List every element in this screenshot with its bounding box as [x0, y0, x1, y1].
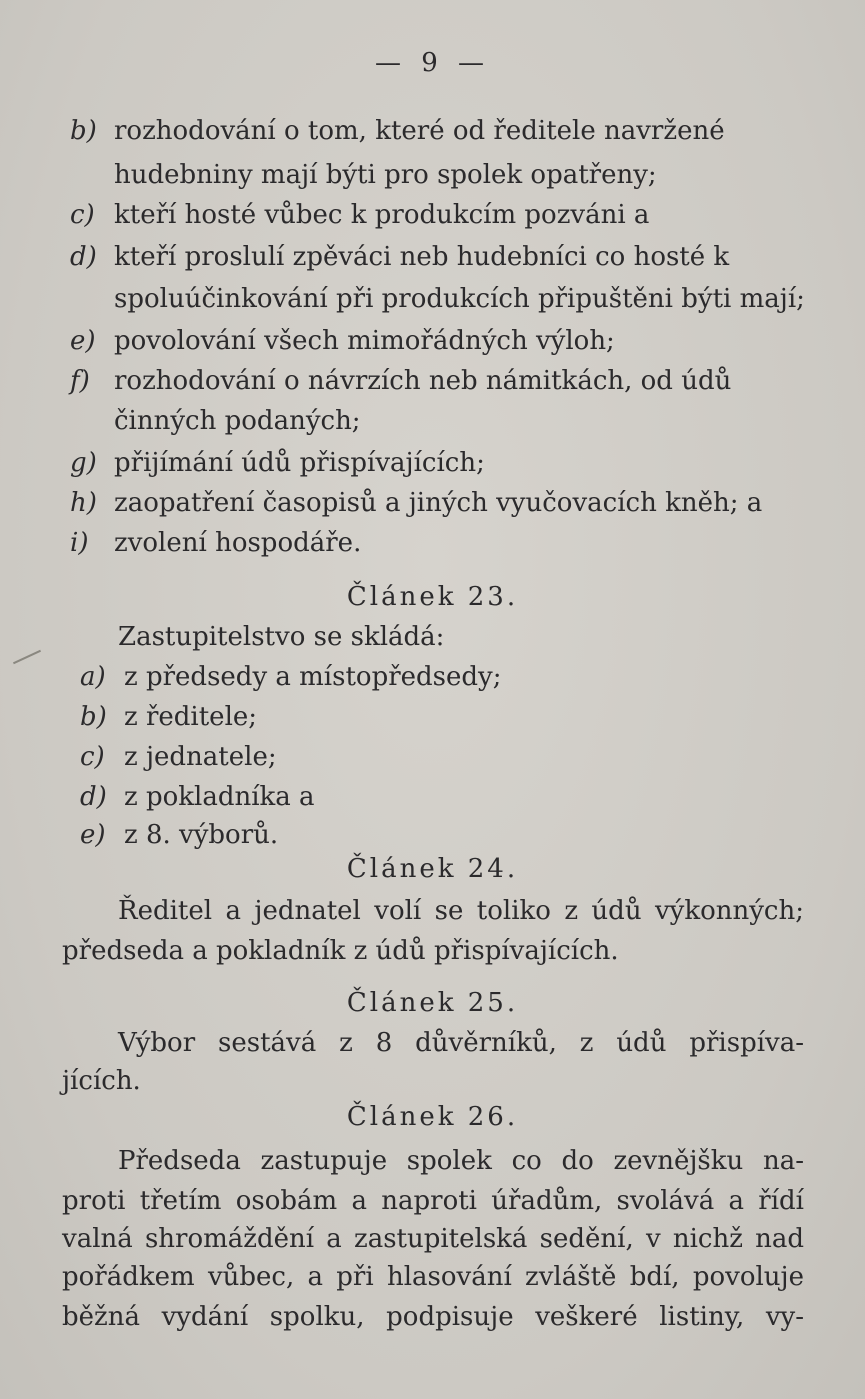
item-marker: d)	[70, 242, 97, 272]
list-item	[70, 240, 729, 274]
item-marker: e)	[80, 820, 106, 850]
item-marker: d)	[80, 782, 107, 812]
article-26-line: proti třetím osobám a naproti úřadům, svolává a řídí	[62, 1186, 804, 1216]
item-marker: c)	[80, 742, 105, 772]
list-item	[70, 198, 649, 232]
item-text: kteří hosté vůbec k produkcím pozváni a	[114, 200, 650, 230]
article-25-heading: Článek 25.	[346, 988, 519, 1018]
item-text: z ředitele;	[124, 702, 258, 732]
list-item	[80, 780, 315, 814]
article-23-intro: Zastupitelstvo se skládá:	[118, 622, 445, 652]
item-text: zvolení hospodáře.	[114, 528, 362, 558]
list-item	[70, 486, 762, 520]
article-25-line: jících.	[62, 1066, 141, 1096]
list-item	[70, 446, 485, 480]
item-text: přijímání údů přispívajících;	[114, 448, 485, 478]
item-marker: i)	[70, 528, 89, 558]
list-item	[80, 740, 277, 774]
page-number: — 9 —	[374, 48, 491, 78]
article-25-line: Výbor sestává z 8 důvěrníků, z údů přispíva-	[118, 1028, 804, 1058]
article-24-heading: Článek 24.	[346, 854, 519, 884]
article-24-line: předseda a pokladník z údů přispívajících.	[62, 936, 619, 966]
item-marker: h)	[70, 488, 97, 518]
item-marker: b)	[70, 116, 97, 146]
item-marker: c)	[70, 200, 95, 230]
item-marker: e)	[70, 326, 96, 356]
list-item	[70, 526, 361, 560]
item-marker: g)	[70, 448, 97, 478]
article-26-line: běžná vydání spolku, podpisuje veškeré listiny, vy-	[62, 1302, 804, 1332]
list-item	[80, 660, 502, 694]
article-23-heading: Článek 23.	[346, 582, 519, 612]
pencil-mark	[13, 650, 41, 664]
list-item	[70, 324, 615, 358]
list-item	[70, 114, 810, 148]
item-text: rozhodování o návrzích neb námitkách, od údů	[114, 366, 732, 396]
item-marker: f)	[70, 366, 90, 396]
item-text: činných podaných;	[114, 406, 361, 436]
item-text: z jednatele;	[124, 742, 277, 772]
list-item	[70, 364, 731, 398]
item-text: z předsedy a místopředsedy;	[124, 662, 502, 692]
item-marker: a)	[80, 662, 106, 692]
item-text: kteří proslulí zpěváci neb hudebníci co hosté k	[114, 242, 730, 272]
item-text: povolování všech mimořádných výloh;	[114, 326, 615, 356]
list-item-continuation	[114, 404, 361, 438]
list-item	[80, 818, 278, 852]
item-marker: b)	[80, 702, 107, 732]
item-text: hudebniny mají býti pro spolek opatřeny;	[114, 160, 657, 190]
article-26-line: pořádkem vůbec, a při hlasování zvláště bdí, povoluje	[62, 1262, 804, 1292]
article-26-line: Předseda zastupuje spolek co do zevnějšku na-	[118, 1146, 804, 1176]
list-item	[80, 700, 257, 734]
item-text: z pokladníka a	[124, 782, 315, 812]
item-text: spoluúčinkování při produkcích připuštěni býti mají;	[114, 284, 805, 314]
article-26-heading: Článek 26.	[346, 1102, 519, 1132]
item-text: rozhodování o tom, které od ředitele navržené	[114, 116, 725, 146]
article-26-line: valná shromáždění a zastupitelská sedění, v nichž nad	[62, 1224, 804, 1254]
item-text: z 8. výborů.	[124, 820, 279, 850]
list-item-continuation	[114, 282, 805, 316]
article-24-line: Ředitel a jednatel volí se toliko z údů výkonných;	[118, 896, 804, 926]
list-item-continuation	[114, 158, 657, 192]
item-text: zaopatření časopisů a jiných vyučovacích kněh; a	[114, 488, 763, 518]
